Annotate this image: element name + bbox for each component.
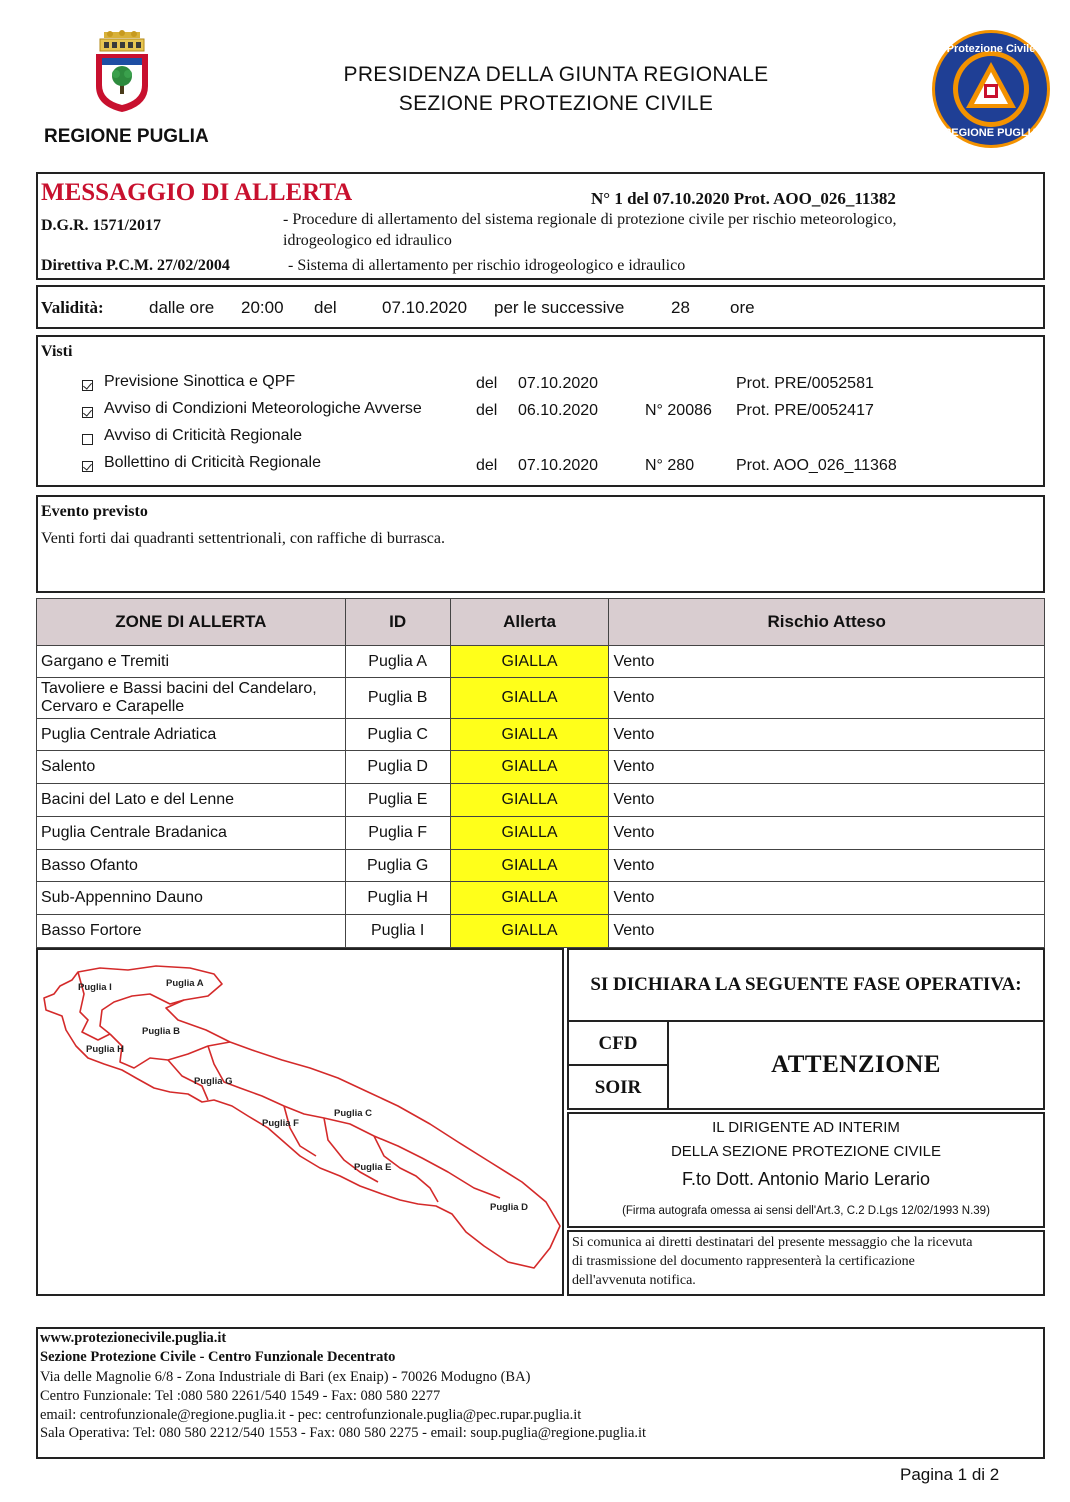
dgr-text-line1: - Procedure di allertamento del sistema regionale di protezione civile per rischio meteorologico, bbox=[283, 211, 897, 228]
zone-name: Salento bbox=[37, 751, 346, 784]
validity-del: del bbox=[314, 298, 337, 317]
signature-box bbox=[567, 1112, 1045, 1228]
map-label: Puglia E bbox=[354, 1162, 392, 1173]
signature-name: F.to Dott. Antonio Mario Lerario bbox=[681, 1169, 931, 1189]
evento-title: Evento previsto bbox=[41, 503, 148, 520]
footer-email: email: centrofunzionale@regione.puglia.it - pec: centrofunzionale.puglia@pec.rupar.puglia.it bbox=[40, 1407, 582, 1423]
message-title: MESSAGGIO DI ALLERTA bbox=[41, 179, 353, 206]
zone-id: Puglia G bbox=[345, 850, 450, 882]
visti-item bbox=[38, 372, 1043, 392]
table-row bbox=[37, 751, 1045, 784]
visti-item-label: Previsione Sinottica e QPF bbox=[104, 373, 296, 390]
checkbox-checked-icon bbox=[82, 380, 93, 391]
badge-bottom-text: REGIONE PUGLIA bbox=[943, 127, 1039, 139]
zones-header-risk: Rischio Atteso bbox=[609, 599, 1045, 646]
visti-item bbox=[38, 426, 1043, 446]
regione-puglia-emblem bbox=[90, 30, 154, 114]
visti-item bbox=[38, 399, 1043, 419]
zones-header-zone: ZONE DI ALLERTA bbox=[37, 599, 346, 646]
zone-risk: Vento bbox=[609, 719, 1045, 751]
visti-item-prot: Prot. PRE/0052581 bbox=[736, 375, 874, 392]
zone-risk: Vento bbox=[609, 678, 1045, 719]
evento-box bbox=[36, 495, 1045, 593]
zones-header-id: ID bbox=[345, 599, 450, 646]
phase-cfd: CFD bbox=[598, 1033, 638, 1054]
page-number: Pagina 1 di 2 bbox=[900, 1465, 1000, 1484]
visti-box bbox=[36, 335, 1045, 487]
zone-name: Basso Ofanto bbox=[37, 850, 346, 882]
zone-id: Puglia D bbox=[345, 751, 450, 784]
visti-item-label: Bollettino di Criticità Regionale bbox=[104, 454, 321, 471]
validity-unit: ore bbox=[730, 298, 755, 317]
signature-line1: IL DIRIGENTE AD INTERIM bbox=[712, 1119, 900, 1136]
visti-item-date: 06.10.2020 bbox=[518, 402, 599, 419]
zone-alert: GIALLA bbox=[450, 719, 609, 751]
visti-item-prot: Prot. PRE/0052417 bbox=[736, 402, 874, 419]
zone-alert: GIALLA bbox=[450, 882, 609, 915]
validity-from-label: dalle ore bbox=[149, 298, 215, 317]
phase-value: ATTENZIONE bbox=[771, 1051, 941, 1078]
protezione-civile-badge bbox=[930, 28, 1052, 150]
directive-text: - Sistema di allertamento per rischio idrogeologico e idraulico bbox=[288, 257, 686, 274]
table-row bbox=[37, 882, 1045, 915]
zone-risk: Vento bbox=[609, 915, 1045, 948]
checkbox-unchecked-icon bbox=[82, 434, 93, 445]
table-row bbox=[37, 719, 1045, 751]
zone-alert: GIALLA bbox=[450, 751, 609, 784]
checkbox-checked-icon bbox=[82, 407, 93, 418]
badge-top-text: Protezione Civile bbox=[946, 43, 1036, 55]
signature-note: (Firma autografa omessa ai sensi dell'Art.3, C.2 D.Lgs 12/02/1993 N.39) bbox=[622, 1205, 990, 1217]
visti-item-del: del bbox=[476, 457, 498, 474]
zone-risk: Vento bbox=[609, 882, 1045, 915]
zones-table bbox=[36, 598, 1045, 948]
phase-soir: SOIR bbox=[594, 1077, 642, 1098]
zone-id: Puglia C bbox=[345, 719, 450, 751]
validity-hour: 20:00 bbox=[241, 298, 284, 317]
map-label: Puglia I bbox=[78, 982, 112, 993]
zone-name: Tavoliere e Bassi bacini del Candelaro, Cervaro e Carapelle bbox=[37, 678, 346, 719]
zones-header-alert: Allerta bbox=[450, 599, 609, 646]
map-label: Puglia G bbox=[194, 1076, 233, 1087]
zone-alert: GIALLA bbox=[450, 915, 609, 948]
header-title-line2: SEZIONE PROTEZIONE CIVILE bbox=[398, 92, 714, 115]
zone-risk: Vento bbox=[609, 751, 1045, 784]
visti-item-label: Avviso di Criticità Regionale bbox=[104, 427, 303, 444]
footer-section: Sezione Protezione Civile - Centro Funzionale Decentrato bbox=[40, 1349, 396, 1365]
table-row bbox=[37, 678, 1045, 719]
zone-alert: GIALLA bbox=[450, 678, 609, 719]
zone-name: Puglia Centrale Bradanica bbox=[37, 817, 346, 850]
footer-sala: Sala Operativa: Tel: 080 580 2212/540 1553 - Fax: 080 580 2275 - email: soup.puglia@regione.puglia.it bbox=[40, 1425, 647, 1441]
evento-text: Venti forti dai quadranti settentrionali, con raffiche di burrasca. bbox=[41, 530, 445, 547]
validity-hours: 28 bbox=[671, 298, 690, 317]
checkbox-checked-icon bbox=[82, 461, 93, 472]
visti-item-date: 07.10.2020 bbox=[518, 457, 599, 474]
visti-item-number: N° 280 bbox=[645, 457, 695, 474]
zone-name: Gargano e Tremiti bbox=[37, 646, 346, 678]
visti-item bbox=[38, 453, 1043, 473]
validity-date: 07.10.2020 bbox=[382, 298, 468, 317]
phase-box bbox=[567, 948, 1045, 1110]
visti-title: Visti bbox=[41, 343, 73, 360]
directive-label: Direttiva P.C.M. 27/02/2004 bbox=[41, 257, 230, 274]
map-label: Puglia H bbox=[86, 1044, 125, 1055]
table-row bbox=[37, 817, 1045, 850]
visti-item-del: del bbox=[476, 402, 498, 419]
zone-id: Puglia E bbox=[345, 784, 450, 817]
validity-label: Validità: bbox=[41, 298, 104, 317]
table-row bbox=[37, 850, 1045, 882]
dgr-text-line2: idrogeologico ed idraulico bbox=[283, 232, 452, 249]
phase-title: SI DICHIARA LA SEGUENTE FASE OPERATIVA: bbox=[590, 974, 1022, 995]
zone-risk: Vento bbox=[609, 646, 1045, 678]
notice-line3: dell'avvenuta notifica. bbox=[572, 1273, 696, 1288]
visti-item-del: del bbox=[476, 375, 498, 392]
notice-box bbox=[567, 1230, 1045, 1296]
zone-name: Puglia Centrale Adriatica bbox=[37, 719, 346, 751]
zone-alert: GIALLA bbox=[450, 850, 609, 882]
zone-alert: GIALLA bbox=[450, 784, 609, 817]
zone-risk: Vento bbox=[609, 784, 1045, 817]
footer-cf: Centro Funzionale: Tel :080 580 2261/540 1549 - Fax: 080 580 2277 bbox=[40, 1388, 441, 1404]
zone-id: Puglia F bbox=[345, 817, 450, 850]
zone-name: Basso Fortore bbox=[37, 915, 346, 948]
signature-line2: DELLA SEZIONE PROTEZIONE CIVILE bbox=[670, 1143, 942, 1160]
table-row bbox=[37, 784, 1045, 817]
table-row bbox=[37, 915, 1045, 948]
zone-name: Sub-Appennino Dauno bbox=[37, 882, 346, 915]
region-label: REGIONE PUGLIA bbox=[44, 126, 209, 147]
header-title-line1: PRESIDENZA DELLA GIUNTA REGIONALE bbox=[343, 63, 769, 86]
zone-name: Bacini del Lato e del Lenne bbox=[37, 784, 346, 817]
notice-line2: di trasmissione del documento rappresenterà la certificazione bbox=[572, 1254, 915, 1269]
zone-id: Puglia A bbox=[345, 646, 450, 678]
visti-item-prot: Prot. AOO_026_11368 bbox=[736, 457, 897, 474]
notice-line1: Si comunica ai diretti destinatari del presente messaggio che la ricevuta bbox=[572, 1235, 973, 1250]
zone-id: Puglia I bbox=[345, 915, 450, 948]
zone-risk: Vento bbox=[609, 850, 1045, 882]
validity-box bbox=[36, 285, 1045, 329]
zone-id: Puglia H bbox=[345, 882, 450, 915]
footer-address: Via delle Magnolie 6/8 - Zona Industriale di Bari (ex Enaip) - 70026 Modugno (BA) bbox=[40, 1369, 531, 1385]
map-label: Puglia C bbox=[334, 1108, 373, 1119]
zone-alert: GIALLA bbox=[450, 817, 609, 850]
visti-item-label: Avviso di Condizioni Meteorologiche Avverse bbox=[104, 400, 422, 417]
map-label: Puglia A bbox=[166, 978, 204, 989]
zone-risk: Vento bbox=[609, 817, 1045, 850]
message-box bbox=[36, 172, 1045, 280]
dgr-label: D.G.R. 1571/2017 bbox=[41, 217, 161, 234]
map-label: Puglia D bbox=[490, 1202, 529, 1213]
map-label: Puglia B bbox=[142, 1026, 181, 1037]
visti-item-date: 07.10.2020 bbox=[518, 375, 599, 392]
footer-site-link[interactable]: www.protezionecivile.puglia.it bbox=[40, 1330, 227, 1346]
map-label: Puglia F bbox=[262, 1118, 299, 1129]
zones-header-row bbox=[37, 599, 1045, 646]
validity-next-label: per le successive bbox=[494, 298, 625, 317]
visti-item-number: N° 20086 bbox=[645, 402, 712, 419]
table-row bbox=[37, 646, 1045, 678]
zone-alert: GIALLA bbox=[450, 646, 609, 678]
alert-zones-map bbox=[36, 948, 564, 1296]
message-number: N° 1 del 07.10.2020 Prot. AOO_026_11382 bbox=[591, 189, 896, 208]
zone-id: Puglia B bbox=[345, 678, 450, 719]
